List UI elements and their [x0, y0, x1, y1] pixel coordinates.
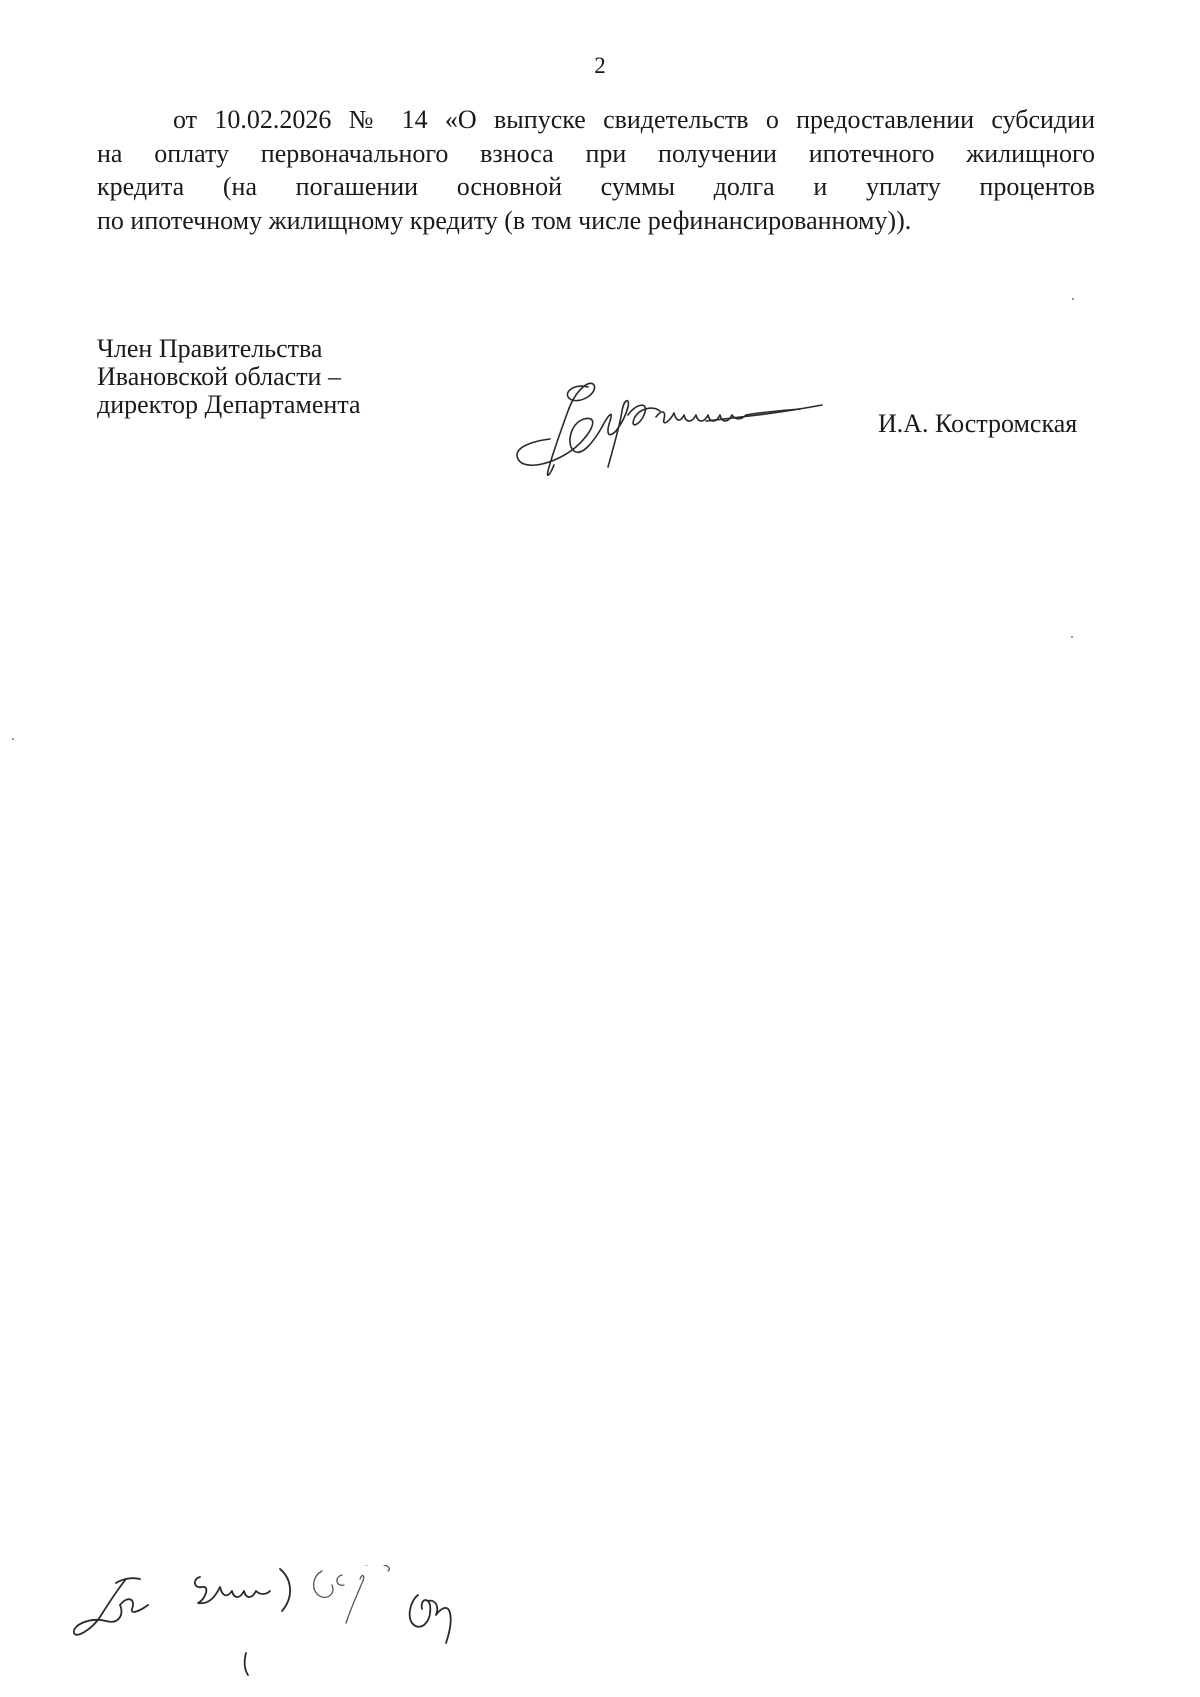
signer-position-line: Член Правительства: [97, 334, 323, 363]
signer-position-line: Ивановской области –: [97, 362, 341, 391]
signer-position: [97, 335, 361, 419]
body-line: по ипотечному жилищному кредиту (в том числе рефинансированному)).: [97, 205, 912, 235]
page-number: 2: [594, 53, 606, 78]
body-line: кредита (на погашении основной суммы долга и уплату процентов: [97, 172, 1095, 201]
handwritten-signature-icon: [510, 375, 830, 485]
scan-speck: [12, 738, 14, 740]
document-body-paragraph: [97, 103, 1095, 237]
signer-name: И.А. Костромская: [878, 409, 1078, 438]
body-line: от 10.02.2026 № 14 «О выпуске свидетельств о предоставлении субсидии: [173, 105, 1095, 134]
handwritten-approval-initials-icon: [70, 1565, 530, 1685]
signer-position-line: директор Департамента: [97, 390, 361, 419]
scan-speck: [1071, 636, 1073, 638]
scan-speck: [1072, 298, 1074, 300]
body-line: на оплату первоначального взноса при получении ипотечного жилищного: [97, 138, 1095, 168]
